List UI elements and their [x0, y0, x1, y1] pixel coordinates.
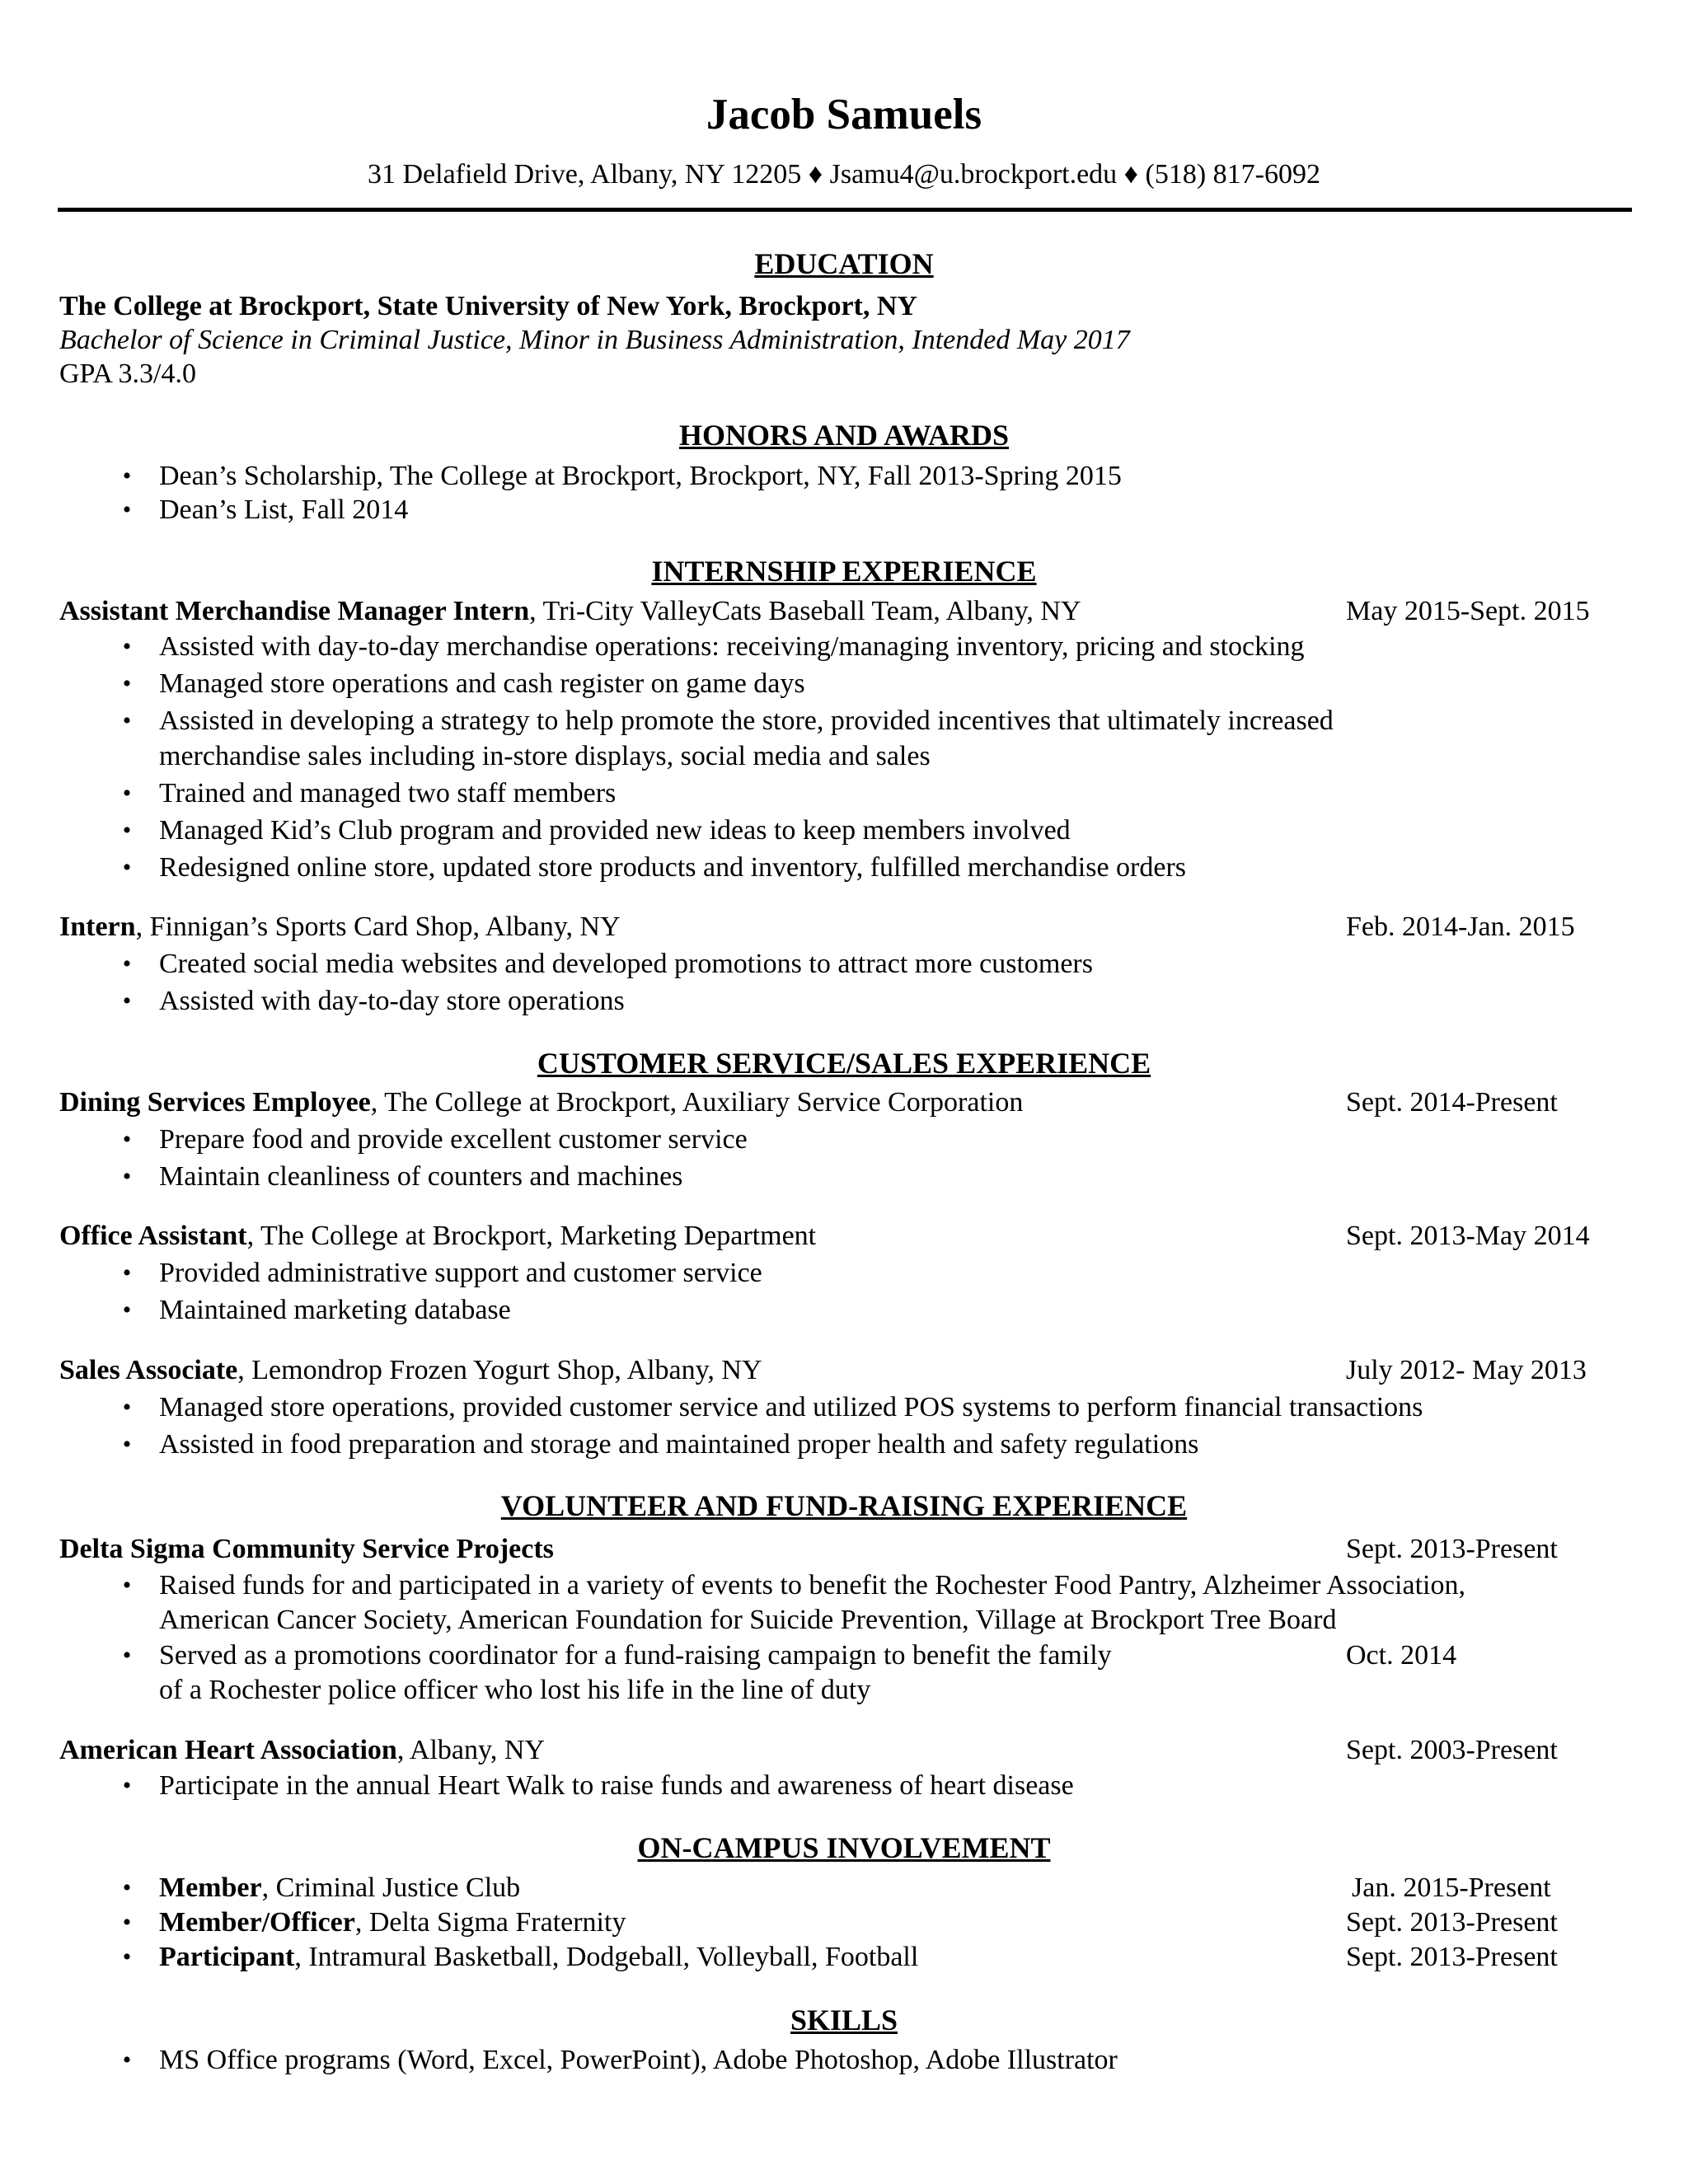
- bullet: •: [122, 817, 132, 844]
- campus-item: [159, 1870, 520, 1906]
- bullet: •: [122, 854, 132, 881]
- campus-date: Jan. 2015-Present: [1352, 1872, 1551, 1903]
- job-date: Sept. 2014-Present: [1346, 1087, 1558, 1118]
- job-title: Dining Services Employee: [59, 1087, 371, 1118]
- campus-org: , Delta Sigma Fraternity: [354, 1907, 626, 1938]
- job-bullet: Managed store operations, provided customer service and utilized POS systems to perform financial transactions: [159, 1392, 1423, 1422]
- bullet: •: [122, 950, 132, 977]
- job-title: Assistant Merchandise Manager Intern: [59, 596, 530, 626]
- skills-item: MS Office programs (Word, Excel, PowerPoint), Adobe Photoshop, Adobe Illustrator: [159, 2045, 1118, 2075]
- education-heading: EDUCATION: [754, 247, 934, 280]
- campus-org: , Criminal Justice Club: [261, 1872, 521, 1903]
- campus-item: [159, 1905, 626, 1941]
- bullet: •: [122, 1431, 132, 1458]
- bullet-date: Oct. 2014: [1346, 1640, 1457, 1671]
- job-bullet: Assisted in developing a strategy to help promote the store, provided incentives that ultimately increased: [159, 705, 1334, 736]
- job-bullet: Maintained marketing database: [159, 1295, 511, 1325]
- campus-date: Sept. 2013-Present: [1346, 1907, 1558, 1938]
- job-org: , Albany, NY: [396, 1735, 545, 1765]
- bullet: •: [122, 1296, 132, 1324]
- education-school: The College at Brockport, State University of New York, Brockport, NY: [59, 291, 917, 321]
- bullet: •: [122, 1126, 132, 1153]
- bullet: •: [122, 707, 132, 734]
- job-bullet: Served as a promotions coordinator for a fund-raising campaign to benefit the family: [159, 1640, 1112, 1671]
- contact-line: 31 Delafield Drive, Albany, NY 12205 ♦ Jsamu4@u.brockport.edu ♦ (518) 817-6092: [368, 159, 1320, 190]
- job-bullet: Trained and managed two staff members: [159, 778, 617, 808]
- job-header: [59, 593, 1081, 630]
- honors-item: Dean’s Scholarship, The College at Brockport, Brockport, NY, Fall 2013-Spring 2015: [159, 461, 1122, 491]
- campus-org: , Intramural Basketball, Dodgeball, Volleyball, Football: [294, 1942, 919, 1972]
- bullet: •: [122, 462, 132, 490]
- job-header: [59, 1732, 545, 1769]
- job-bullet-continued: American Cancer Society, American Foundation for Suicide Prevention, Village at Brockport Tree Board: [159, 1605, 1337, 1635]
- job-org: , The College at Brockport, Marketing Department: [246, 1221, 817, 1251]
- job-bullet: Maintain cleanliness of counters and machines: [159, 1161, 683, 1192]
- bullet: •: [122, 1572, 132, 1599]
- job-date: July 2012- May 2013: [1346, 1355, 1587, 1385]
- bullet: •: [122, 1943, 132, 1971]
- bullet: •: [122, 1163, 132, 1190]
- bullet: •: [122, 780, 132, 807]
- job-bullet: Raised funds for and participated in a variety of events to benefit the Rochester Food Pantry, Alzheimer Association,: [159, 1570, 1465, 1601]
- customer-heading: CUSTOMER SERVICE/SALES EXPERIENCE: [537, 1047, 1151, 1080]
- bullet: •: [122, 1394, 132, 1421]
- job-title: American Heart Association: [59, 1735, 397, 1765]
- honors-item: Dean’s List, Fall 2014: [159, 494, 409, 525]
- job-bullet: Assisted in food preparation and storage and maintained proper health and safety regulations: [159, 1429, 1199, 1460]
- job-bullet: Provided administrative support and customer service: [159, 1258, 762, 1288]
- education-gpa: GPA 3.3/4.0: [59, 359, 196, 389]
- job-title: Sales Associate: [59, 1355, 238, 1385]
- job-bullet: Managed store operations and cash register on game days: [159, 668, 805, 699]
- bullet: •: [122, 987, 132, 1015]
- job-bullet: Assisted with day-to-day merchandise operations: receiving/managing inventory, pricing and stocking: [159, 631, 1305, 662]
- job-org: , Tri-City ValleyCats Baseball Team, Albany, NY: [529, 596, 1081, 626]
- job-header: [59, 1531, 554, 1568]
- volunteer-heading: VOLUNTEER AND FUND-RAISING EXPERIENCE: [500, 1489, 1188, 1522]
- job-org: , Lemondrop Frozen Yogurt Shop, Albany, NY: [237, 1355, 762, 1385]
- header-divider: [58, 208, 1632, 212]
- job-bullet: Created social media websites and developed promotions to attract more customers: [159, 949, 1093, 979]
- job-bullet: Managed Kid’s Club program and provided new ideas to keep members involved: [159, 815, 1071, 846]
- job-date: Sept. 2003-Present: [1346, 1735, 1558, 1765]
- education-degree: Bachelor of Science in Criminal Justice, Minor in Business Administration, Intended May 2017: [59, 325, 1130, 355]
- job-header: [59, 1085, 1023, 1121]
- bullet: •: [122, 1259, 132, 1286]
- job-date: Feb. 2014-Jan. 2015: [1346, 912, 1575, 942]
- job-date: Sept. 2013-May 2014: [1346, 1221, 1590, 1251]
- bullet: •: [122, 1772, 132, 1799]
- job-header: [59, 1352, 762, 1389]
- bullet: •: [122, 670, 132, 697]
- job-bullet: Participate in the annual Heart Walk to raise funds and awareness of heart disease: [159, 1770, 1074, 1801]
- job-title: Office Assistant: [59, 1221, 247, 1251]
- campus-role: Participant: [159, 1942, 295, 1972]
- campus-heading: ON-CAMPUS INVOLVEMENT: [637, 1831, 1051, 1864]
- job-title: Delta Sigma Community Service Projects: [59, 1534, 554, 1564]
- bullet: •: [122, 2046, 132, 2074]
- job-bullet-continued: of a Rochester police officer who lost his life in the line of duty: [159, 1675, 871, 1705]
- job-date: Sept. 2013-Present: [1346, 1534, 1558, 1564]
- job-bullet: Prepare food and provide excellent customer service: [159, 1124, 748, 1155]
- job-date: May 2015-Sept. 2015: [1346, 596, 1590, 626]
- campus-role: Member/Officer: [159, 1907, 355, 1938]
- job-header: [59, 1218, 816, 1254]
- campus-role: Member: [159, 1872, 262, 1903]
- bullet: •: [122, 1909, 132, 1936]
- bullet: •: [122, 496, 132, 523]
- job-org: , The College at Brockport, Auxiliary Service Corporation: [370, 1087, 1024, 1118]
- job-bullet-continued: merchandise sales including in-store displays, social media and sales: [159, 741, 931, 771]
- campus-item: [159, 1939, 918, 1975]
- skills-heading: SKILLS: [790, 2004, 898, 2036]
- job-header: [59, 909, 621, 945]
- job-bullet: Assisted with day-to-day store operations: [159, 986, 625, 1016]
- bullet: •: [122, 1642, 132, 1669]
- resume-name: Jacob Samuels: [706, 91, 982, 138]
- bullet: •: [122, 633, 132, 660]
- honors-heading: HONORS AND AWARDS: [678, 419, 1010, 452]
- job-org: , Finnigan’s Sports Card Shop, Albany, NY: [135, 912, 621, 942]
- bullet: •: [122, 1874, 132, 1901]
- job-bullet: Redesigned online store, updated store products and inventory, fulfilled merchandise orders: [159, 852, 1186, 883]
- campus-date: Sept. 2013-Present: [1346, 1942, 1558, 1972]
- job-title: Intern: [59, 912, 136, 942]
- internship-heading: INTERNSHIP EXPERIENCE: [651, 555, 1037, 588]
